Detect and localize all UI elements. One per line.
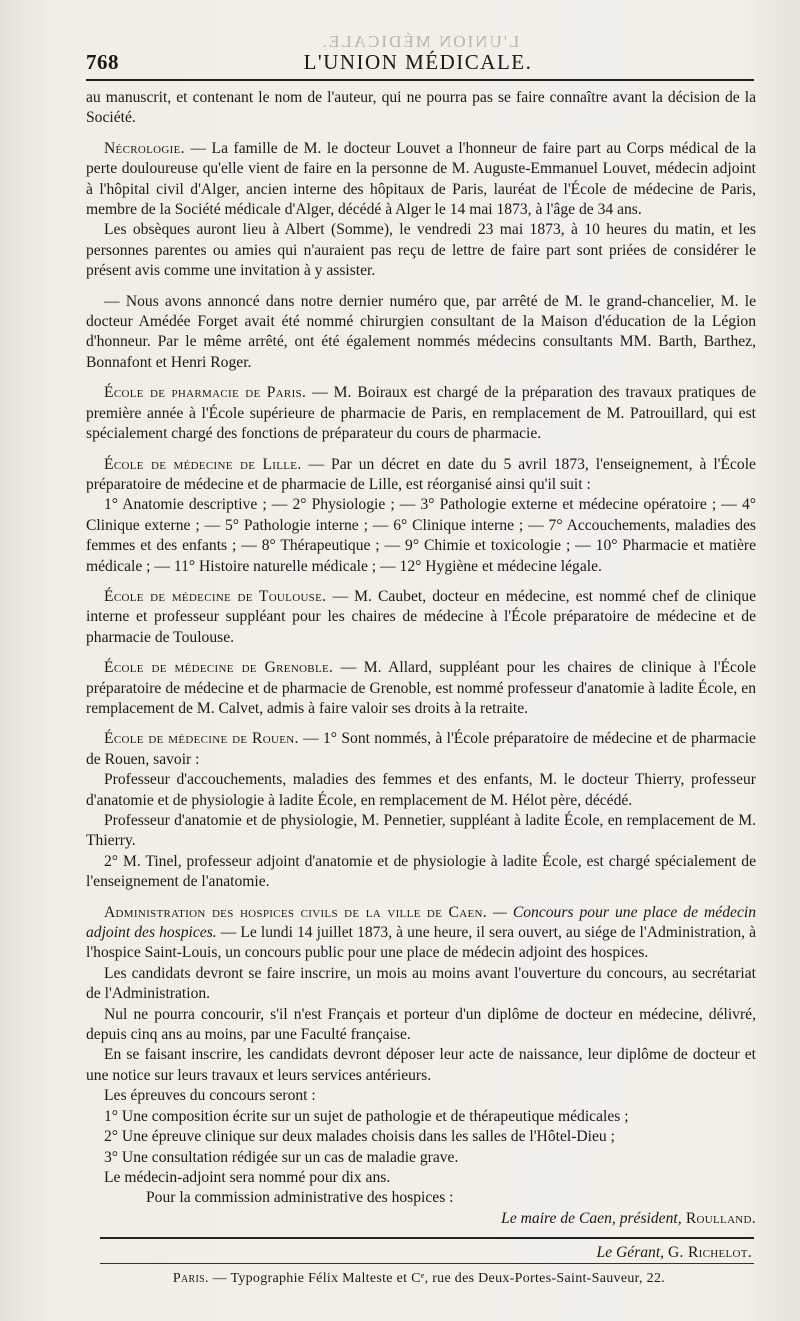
paragraph-caen-duree (86, 1168, 756, 1188)
paragraph-text: Les épreuves du concours seront : (104, 1087, 316, 1105)
paragraph-text: Les candidats devront se faire inscrire, un mois au moins avant l'ouverture du concours, au secrétariat de l'Administration. (86, 964, 756, 1003)
article-body (86, 88, 756, 1229)
section-heading: École de médecine de Lille. (104, 455, 302, 473)
paragraph-rouen-accouchements (86, 770, 756, 811)
paragraph-necrologie (86, 139, 756, 221)
paragraph-text: Professeur d'accouchements, maladies des femmes et des enfants, M. le docteur Thierry, professeur d'anatomie et de physiologie à ladite École, en remplacement de M. Hélot père, décédé. (86, 771, 756, 809)
signature-title: Le maire de Caen, président, (501, 1209, 682, 1227)
section-heading: Administration des hospices civils de la ville de Caen. (104, 903, 487, 921)
paragraph-rouen-tinel (86, 852, 756, 893)
section-heading: Nécrologie. (104, 139, 185, 157)
bleed-through-text: L'UNION MÉDICALE. (320, 32, 520, 51)
paragraph-text: — M. Boiraux est chargé de la préparation des travaux pratiques de première année à l'École supérieure de pharmacie de Paris, en remplacement de M. Patrouillard, qui est spécialement chargé des fonctions de préparateur du cours de pharmacie. (86, 384, 757, 443)
list-item-epreuve-1 (86, 1107, 756, 1127)
gerant-line (86, 1244, 752, 1262)
paragraph-text: — M. Caubet, docteur en médecine, est nommé chef de clinique interne et professeur suppléant pour les chaires de médecine à l'École préparatoire de médecine et de pharmacie de Toulouse. (86, 587, 756, 646)
gerant-name: G. Richelot. (667, 1244, 752, 1261)
paragraph-lille (86, 455, 756, 496)
paragraph-pharmacie-paris (86, 383, 756, 444)
paragraph-grenoble (86, 658, 756, 719)
paragraph-text: — M. Allard, suppléant pour les chaires de clinique à l'École préparatoire de médecine et de pharmacie de Grenoble, est nommé professeur d'anatomie à ladite École, en remplacement de M. Calvet, admis à faire valoir ses droits à la retraite. (86, 659, 756, 717)
paragraph-text: — La famille de M. le docteur Louvet a l'honneur de faire part au Corps médical de la perte douloureuse qu'elle vient de faire en la personne de M. Auguste-Emmanuel Louvet, médecin adjoint à l'hôpital civil d'Alger, ancien interne des hôpitaux de Paris, lauréat de l'École de médecine de Paris, membre de la Société médicale d'Alger, décédé à Alger le 14 mai 1873, à l'âge de 34 ans. (86, 139, 756, 219)
footer-rule-thin (100, 1263, 754, 1264)
gerant-label: Le Gérant, (596, 1244, 668, 1261)
page-header (86, 50, 750, 80)
section-subheading: — Concours pour une place de médecin adjoint des hospices. (86, 903, 756, 942)
paragraph-lille-courses (86, 495, 756, 577)
paragraph-caen-documents (86, 1045, 756, 1086)
paragraph-text: Les obsèques auront lieu à Albert (Somme), le vendredi 23 mai 1873, à 10 heures du matin, et les personnes parentes ou amies qui n'auraient pas reçu de lettre de faire part sont priées de considérer le présent avis comme une invitation à y assister. (86, 221, 756, 280)
paragraph-caen (86, 903, 756, 964)
paragraph-text: 2° Une épreuve clinique sur deux malades choisis dans les salles de l'Hôtel-Dieu ; (104, 1128, 615, 1146)
paragraph-obseques (86, 220, 756, 281)
paragraph-caen-inscription (86, 964, 756, 1005)
section-heading: École de médecine de Toulouse. (104, 587, 327, 605)
paragraph-rouen-anatomie (86, 811, 756, 852)
paragraph-legion-honneur (86, 292, 756, 374)
paragraph-manuscript (86, 88, 756, 129)
paragraph-text: — 1° Sont nommés, à l'École préparatoire de médecine et de pharmacie de Rouen, savoir : (86, 730, 756, 768)
signature-name: Roulland. (681, 1209, 756, 1227)
paragraph-rouen (86, 729, 756, 770)
paragraph-caen-diplome (86, 1005, 756, 1046)
paragraph-toulouse (86, 587, 756, 648)
paragraph-text: Professeur d'anatomie et de physiologie, M. Pennetier, suppléant à ladite École, en remplacement de M. Thierry. (86, 812, 756, 850)
page-number: 768 (86, 50, 119, 74)
paragraph-text: — Par un décret en date du 5 avril 1873, l'enseignement, à l'École préparatoire de médecine et de pharmacie de Lille, est réorganisé ainsi qu'il suit : (86, 455, 756, 493)
paragraph-text: Pour la commission administrative des hospices : (146, 1189, 454, 1207)
paragraph-text: 2° M. Tinel, professeur adjoint d'anatomie et de physiologie à ladite École, est chargé spécialement de l'enseignement de l'anatomie. (86, 852, 756, 891)
section-heading: École de médecine de Rouen. (104, 730, 299, 748)
imprint-city: Paris. (172, 1271, 209, 1286)
paragraph-text: — Le lundi 14 juillet 1873, à une heure, il sera ouvert, au siége de l'Administration, à l'hospice Saint-Louis, un concours public pour une place de médecin adjoint des hospices. (86, 924, 756, 962)
list-item-epreuve-3 (86, 1148, 756, 1168)
paragraph-text: 3° Une consultation rédigée sur un cas de maladie grave. (104, 1148, 459, 1166)
paragraph-text: Le médecin-adjoint sera nommé pour dix ans. (104, 1168, 391, 1186)
paragraph-text: au manuscrit, et contenant le nom de l'auteur, qui ne pourra pas se faire connaître avant la décision de la Société. (86, 89, 756, 127)
section-heading: École de pharmacie de Paris. (104, 384, 307, 402)
paragraph-text: En se faisant inscrire, les candidats devront déposer leur acte de naissance, leur diplôme de docteur et une notice sur leurs travaux et leurs services antérieurs. (86, 1046, 756, 1084)
imprint-text: — Typographie Félix Malteste et Cᵉ, rue des Deux-Portes-Saint-Sauveur, 22. (208, 1271, 666, 1286)
signature (86, 1209, 756, 1229)
list-item-epreuve-2 (86, 1127, 756, 1147)
paragraph-text: 1° Une composition écrite sur un sujet de pathologie et de thérapeutique médicales ; (104, 1107, 629, 1125)
footer-rule (100, 1237, 754, 1239)
running-title: L'UNION MÉDICALE. (303, 50, 533, 74)
paragraph-text: — Nous avons annoncé dans notre dernier numéro que, par arrêté de M. le grand-chancelier, M. le docteur Amédée Forget avait été nommé chirurgien consultant de la Maison d'éducation de la Légion d'honneur. Par le même arrêté, ont été également nommés médecins consultants MM. Barth, Barthez, Bonnafont et Henri Roger. (86, 292, 756, 371)
paragraph-text: Nul ne pourra concourir, s'il n'est Français et porteur d'un diplôme de docteur en médecine, délivré, depuis cinq ans au moins, par une Faculté française. (86, 1005, 756, 1044)
header-rule (86, 79, 754, 81)
paragraph-commission (86, 1188, 756, 1208)
paragraph-text: 1° Anatomie descriptive ; — 2° Physiologie ; — 3° Pathologie externe et médecine opératoire ; — 4° Clinique externe ; — 5° Pathologie interne ; — 6° Clinique interne ; — 7° Accouchements, maladies des femmes et des enfants ; — 8° Thérapeutique ; — 9° Chimie et toxicologie ; — 10° Pharmacie et matière médicale ; — 11° Histoire naturelle médicale ; — 12° Hygiène et médecine légale. (86, 496, 756, 575)
section-heading: École de médecine de Grenoble. (104, 659, 334, 677)
paragraph-caen-epreuves (86, 1086, 756, 1106)
imprint-line (86, 1271, 752, 1287)
